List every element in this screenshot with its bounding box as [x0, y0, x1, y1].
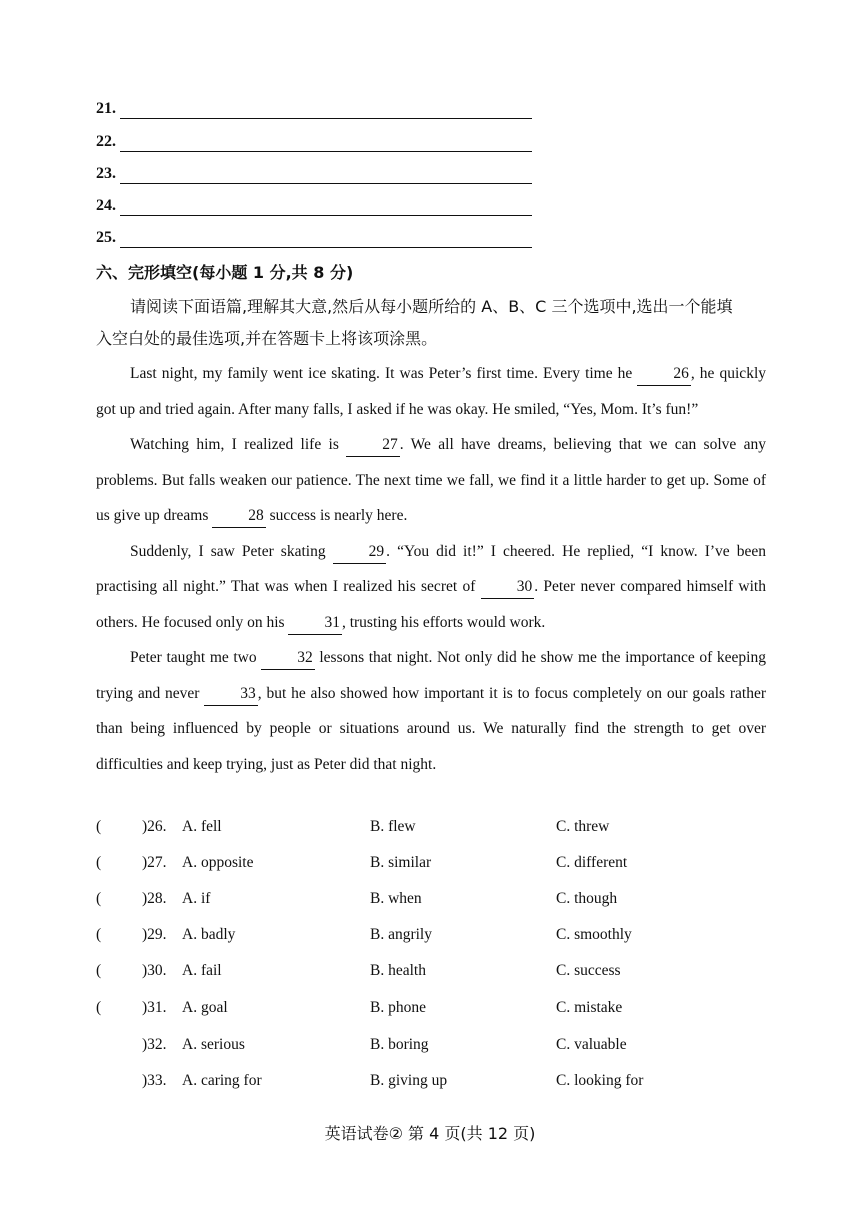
blank-29: 29 — [333, 541, 387, 564]
option-b[interactable]: B. angrily — [370, 926, 432, 943]
option-b[interactable]: B. phone — [370, 999, 426, 1016]
blank-28: 28 — [212, 505, 266, 528]
option-c[interactable]: C. mistake — [556, 999, 623, 1016]
answer-paren[interactable]: ( — [96, 890, 102, 907]
passage-paragraph-4: Peter taught me two 32 lessons that night. Not only did he show me the importance of keeping trying and never 33 , but he also showed how important it is to focus completely on our goals rather than being influenced by people or situations around us. We naturally find the strength to get over difficulties and keep trying, just as Peter did that night. — [96, 649, 766, 773]
question-row-28 — [96, 890, 776, 918]
blank-27: 27 — [346, 434, 400, 457]
option-a[interactable]: A. badly — [182, 926, 236, 943]
answer-rule — [120, 215, 532, 216]
blank-31: 31 — [288, 612, 342, 635]
answer-rule — [120, 118, 532, 119]
answer-line-number: 21. — [96, 100, 116, 117]
option-b[interactable]: B. giving up — [370, 1072, 448, 1089]
option-a[interactable]: A. fail — [182, 962, 222, 979]
option-c[interactable]: C. threw — [556, 818, 610, 835]
option-a[interactable]: A. fell — [182, 818, 222, 835]
answer-line-number: 22. — [96, 133, 116, 150]
option-c[interactable]: C. looking for — [556, 1072, 644, 1089]
page-footer: 英语试卷② 第 4 页(共 12 页) — [324, 1124, 536, 1143]
option-b[interactable]: B. flew — [370, 818, 416, 835]
answer-paren[interactable]: ( — [96, 962, 102, 979]
option-a[interactable]: A. opposite — [182, 854, 254, 871]
question-row-29 — [96, 926, 776, 954]
answer-rule — [120, 247, 532, 248]
option-b[interactable]: B. similar — [370, 854, 432, 871]
question-number: )31. — [142, 999, 167, 1016]
option-a[interactable]: A. caring for — [182, 1072, 262, 1089]
passage-paragraph-3: Suddenly, I saw Peter skating 29 . “You did it!” I cheered. He replied, “I know. I’ve been practising all night.” That was when I realized his secret of 30 . Peter never compared himself with others. He focused only on his 31 , trusting his efforts would work. — [96, 534, 766, 641]
question-row-33 — [96, 1072, 776, 1100]
blank-33: 33 — [204, 683, 258, 706]
question-row-30 — [96, 962, 776, 990]
option-c[interactable]: C. valuable — [556, 1036, 627, 1053]
question-row-26 — [96, 818, 776, 846]
section-heading: 六、完形填空(每小题 1 分,共 8 分) — [96, 263, 354, 282]
option-b[interactable]: B. health — [370, 962, 426, 979]
cloze-passage — [96, 356, 766, 782]
instruction-line-2: 入空白处的最佳选项,并在答题卡上将该项涂黑。 — [96, 329, 438, 348]
answer-paren[interactable]: ( — [96, 926, 102, 943]
answer-paren[interactable]: ( — [96, 818, 102, 835]
option-a[interactable]: A. if — [182, 890, 211, 907]
answer-rule — [120, 151, 532, 152]
option-c[interactable]: C. success — [556, 962, 621, 979]
option-c[interactable]: C. different — [556, 854, 628, 871]
question-number: )29. — [142, 926, 167, 943]
answer-paren[interactable]: ( — [96, 999, 102, 1016]
question-number: )30. — [142, 962, 167, 979]
question-row-32 — [96, 1036, 776, 1064]
question-number: )33. — [142, 1072, 167, 1089]
blank-26: 26 — [637, 363, 691, 386]
answer-line-number: 25. — [96, 229, 116, 246]
instruction-line-1: 请阅读下面语篇,理解其大意,然后从每小题所给的 A、B、C 三个选项中,选出一个能填 — [130, 297, 733, 316]
option-b[interactable]: B. when — [370, 890, 422, 907]
answer-line-number: 24. — [96, 197, 116, 214]
question-number: )32. — [142, 1036, 167, 1053]
question-row-31 — [96, 999, 776, 1027]
answer-rule — [120, 183, 532, 184]
passage-paragraph-1: Last night, my family went ice skating. It was Peter’s first time. Every time he 26 , he quickly got up and tried again. After many falls, I asked if he was okay. He smiled, “Yes, Mom. It’s fun!” — [96, 365, 766, 418]
question-row-27 — [96, 854, 776, 882]
passage-paragraph-2: Watching him, I realized life is 27 . We all have dreams, believing that we can solve any problems. But falls weaken our patience. The next time we fall, we find it a little harder to get up. Some of us give up dreams 28 success is nearly here. — [96, 427, 766, 534]
question-number: )28. — [142, 890, 167, 907]
answer-line-number: 23. — [96, 165, 116, 182]
option-a[interactable]: A. goal — [182, 999, 228, 1016]
option-c[interactable]: C. though — [556, 890, 618, 907]
blank-32: 32 — [261, 647, 315, 670]
blank-30: 30 — [481, 576, 535, 599]
option-b[interactable]: B. boring — [370, 1036, 429, 1053]
option-a[interactable]: A. serious — [182, 1036, 245, 1053]
question-number: )27. — [142, 854, 167, 871]
answer-paren[interactable]: ( — [96, 854, 102, 871]
option-c[interactable]: C. smoothly — [556, 926, 632, 943]
question-number: )26. — [142, 818, 167, 835]
